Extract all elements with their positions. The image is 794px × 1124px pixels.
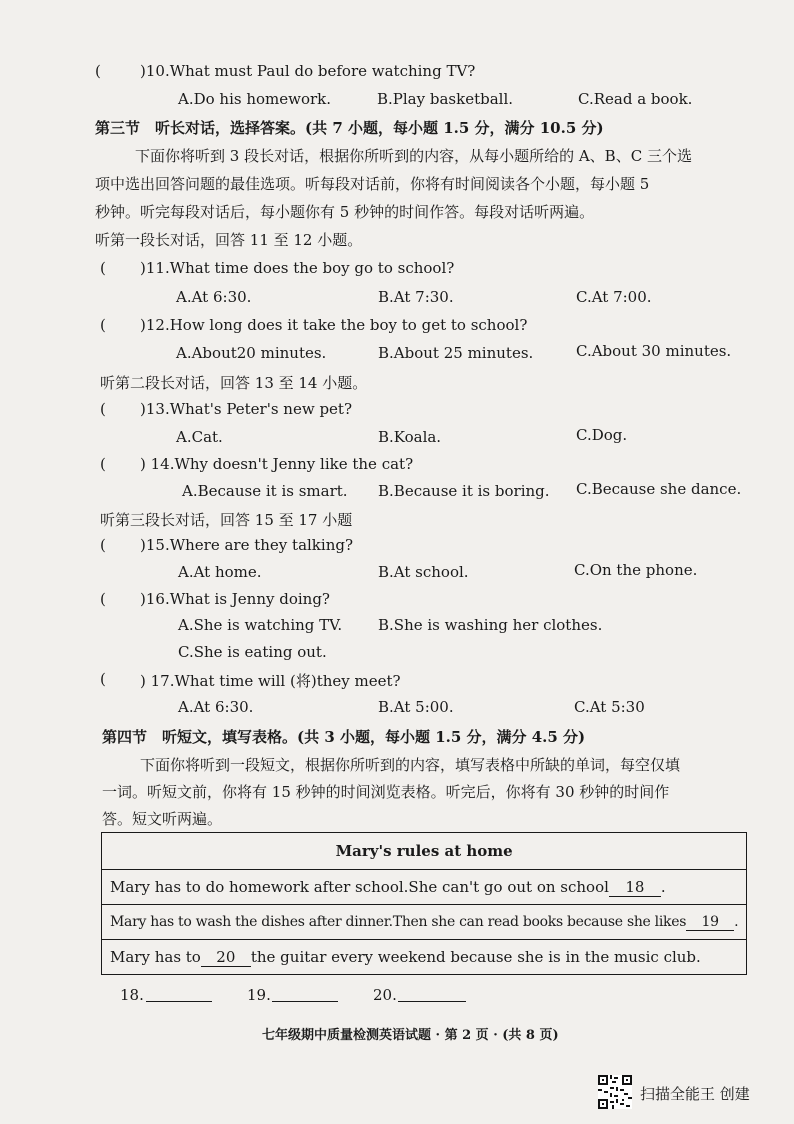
question-14-stem: ) 14.Why doesn't Jenny like the cat? — [140, 455, 414, 473]
answer-20-line[interactable] — [398, 1001, 466, 1002]
answer-paren: ( — [100, 316, 106, 334]
q16-option-a: A.She is watching TV. — [178, 616, 343, 634]
q13-option-c: C.Dog. — [576, 426, 628, 444]
q14-option-b: B.Because it is boring. — [378, 482, 550, 500]
answer-paren: ( — [100, 536, 106, 554]
q10-option-b: B.Play basketball. — [377, 90, 514, 108]
question-10-stem: )10.What must Paul do before watching TV? — [140, 62, 476, 80]
blank-19[interactable]: 19 — [686, 914, 734, 931]
table-row — [102, 870, 747, 905]
section3-instruction: 秒钟。听完每段对话后，每小题你有 5 秒钟的时间作答。每段对话听两遍。 — [95, 203, 595, 221]
q13-option-b: B.Koala. — [378, 428, 442, 446]
answer-19-label: 19. — [247, 986, 271, 1004]
section3-instruction: 下面你将听到 3 段长对话，根据你所听到的内容，从每小题所给的 A、B、C 三个选 — [135, 147, 692, 165]
answer-paren: ( — [100, 400, 106, 418]
answer-paren: ( — [100, 455, 106, 473]
answer-20-label: 20. — [373, 986, 397, 1004]
question-17-stem: ) 17.What time will (将)they meet? — [140, 672, 401, 690]
section3-instruction: 项中选出回答问题的最佳选项。听每段对话前，你将有时间阅读各个小题，每小题 5 — [95, 175, 650, 193]
q15-option-b: B.At school. — [378, 563, 469, 581]
q17-option-a: A.At 6:30. — [178, 698, 254, 716]
dialogue-1-heading: 听第一段长对话，回答 11 至 12 小题。 — [95, 231, 363, 249]
row-end: . — [734, 913, 739, 930]
qr-code-icon — [598, 1075, 632, 1109]
answer-paren: ( — [95, 62, 101, 80]
answer-19-line[interactable] — [272, 1001, 338, 1002]
answer-paren: ( — [100, 670, 106, 688]
question-12-stem: )12.How long does it take the boy to get to school? — [140, 316, 528, 334]
q15-option-a: A.At home. — [178, 563, 262, 581]
q16-option-b: B.She is washing her clothes. — [378, 616, 603, 634]
rules-table — [101, 832, 747, 975]
dialogue-3-heading: 听第三段长对话，回答 15 至 17 小题 — [100, 511, 353, 529]
q12-option-c: C.About 30 minutes. — [576, 342, 732, 360]
q11-option-b: B.At 7:30. — [378, 288, 454, 306]
answer-paren: ( — [100, 590, 106, 608]
section3-title: 第三节 听长对话，选择答案。(共 7 小题，每小题 1.5 分，满分 10.5 分) — [95, 119, 604, 137]
table-row — [102, 940, 747, 975]
page-footer: 七年级期中质量检测英语试题 · 第 2 页 · (共 8 页) — [262, 1028, 559, 1043]
section4-title: 第四节 听短文，填写表格。(共 3 小题，每小题 1.5 分，满分 4.5 分) — [102, 728, 586, 746]
table-row — [102, 905, 747, 940]
section4-instruction: 下面你将听到一段短文，根据你所听到的内容，填写表格中所缺的单词，每空仅填 — [140, 756, 681, 774]
q17-option-c: C.At 5:30 — [574, 698, 645, 716]
row-end: . — [660, 877, 666, 896]
q15-option-c: C.On the phone. — [574, 561, 698, 579]
answer-18-line[interactable] — [146, 1001, 212, 1002]
blank-20[interactable]: 20 — [201, 948, 251, 967]
section4-instruction: 答。短文听两遍。 — [102, 810, 223, 828]
q14-option-a: A.Because it is smart. — [182, 482, 348, 500]
question-15-stem: )15.Where are they talking? — [140, 536, 354, 554]
q12-option-a: A.About20 minutes. — [176, 344, 327, 362]
q10-option-a: A.Do his homework. — [178, 90, 332, 108]
q10-option-c: C.Read a book. — [578, 90, 693, 108]
row-text: the guitar every weekend because she is in the music club. — [250, 947, 701, 966]
section4-instruction: 一词。听短文前，你将有 15 秒钟的时间浏览表格。听完后，你将有 30 秒钟的时间作 — [102, 783, 670, 801]
q13-option-a: A.Cat. — [176, 428, 223, 446]
q11-option-c: C.At 7:00. — [576, 288, 652, 306]
answer-18-label: 18. — [120, 986, 144, 1004]
q11-option-a: A.At 6:30. — [176, 288, 252, 306]
row-text: Mary has to — [110, 947, 201, 966]
q17-option-b: B.At 5:00. — [378, 698, 454, 716]
scanner-watermark: 扫描全能王 创建 — [640, 1085, 750, 1103]
dialogue-2-heading: 听第二段长对话，回答 13 至 14 小题。 — [100, 374, 368, 392]
row-text: Mary has to wash the dishes after dinner.Then she can read books because she likes — [110, 913, 687, 930]
q12-option-b: B.About 25 minutes. — [378, 344, 534, 362]
row-text: Mary has to do homework after school.She can't go out on school — [110, 877, 609, 896]
question-13-stem: )13.What's Peter's new pet? — [140, 400, 352, 418]
answer-paren: ( — [100, 259, 106, 277]
question-11-stem: )11.What time does the boy go to school? — [140, 259, 455, 277]
table-title: Mary's rules at home — [102, 833, 747, 870]
q16-option-c: C.She is eating out. — [178, 643, 327, 661]
q14-option-c: C.Because she dance. — [576, 480, 742, 498]
question-16-stem: )16.What is Jenny doing? — [140, 590, 330, 608]
blank-18[interactable]: 18 — [609, 878, 661, 897]
